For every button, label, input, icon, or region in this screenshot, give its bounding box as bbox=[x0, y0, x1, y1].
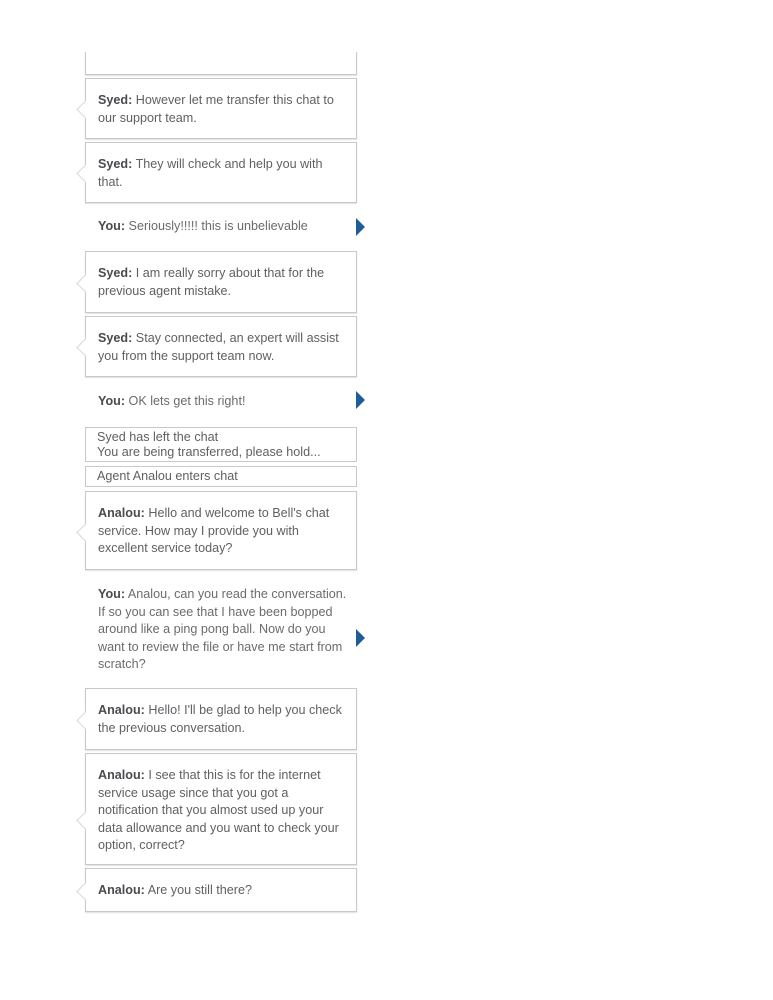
message-text: I see that this is for the internet service usage since that you got a notification that you almost used up your data allowance and you want to check your option, correct? bbox=[98, 768, 339, 852]
agent-message bbox=[85, 753, 357, 865]
bubble-pointer bbox=[76, 164, 94, 182]
speaker-name: Syed: bbox=[98, 331, 133, 345]
speaker-name: Syed: bbox=[98, 157, 133, 171]
speaker-name: Syed: bbox=[98, 93, 133, 107]
agent-message bbox=[85, 78, 357, 139]
system-notice bbox=[85, 427, 357, 462]
bubble-pointer bbox=[76, 338, 94, 356]
user-message bbox=[98, 393, 348, 411]
user-message-arrow-icon bbox=[356, 218, 365, 236]
speaker-name: Syed: bbox=[98, 266, 133, 280]
speaker-name: You: bbox=[98, 587, 126, 601]
user-message-arrow-icon bbox=[356, 629, 365, 647]
message-text: However let me transfer this chat to our support team. bbox=[98, 93, 334, 125]
message-text: OK lets get this right! bbox=[128, 394, 246, 408]
speaker-name: Analou: bbox=[98, 883, 145, 897]
agent-message bbox=[85, 142, 357, 203]
message-text: They will check and help you with that. bbox=[98, 157, 323, 189]
speaker-name: Analou: bbox=[98, 703, 145, 717]
previous-message-fragment bbox=[85, 52, 357, 75]
user-message bbox=[98, 586, 348, 674]
system-notice bbox=[85, 466, 357, 487]
system-notice-line: Agent Analou enters chat bbox=[97, 469, 238, 483]
message-text: Hello and welcome to Bell's chat service. How may I provide you with excellent service today? bbox=[98, 506, 330, 555]
message-text: Seriously!!!!! this is unbelievable bbox=[128, 219, 308, 233]
speaker-name: Analou: bbox=[98, 506, 145, 520]
bubble-pointer bbox=[76, 274, 94, 292]
message-text: Are you still there? bbox=[147, 883, 252, 897]
message-text: Analou, can you read the conversation. If so you can see that I have been bopped around like a ping pong ball. Now do you want to review the file or have me start from scratch? bbox=[98, 587, 347, 671]
agent-message bbox=[85, 688, 357, 750]
speaker-name: You: bbox=[98, 219, 126, 233]
bubble-pointer bbox=[76, 811, 94, 829]
bubble-pointer bbox=[76, 100, 94, 118]
agent-message bbox=[85, 316, 357, 377]
message-text: Stay connected, an expert will assist you from the support team now. bbox=[98, 331, 339, 363]
agent-message bbox=[85, 491, 357, 570]
agent-message bbox=[85, 868, 357, 912]
system-notice-line: You are being transferred, please hold... bbox=[97, 445, 321, 459]
message-text: Hello! I'll be glad to help you check the previous conversation. bbox=[98, 703, 342, 735]
user-message bbox=[98, 218, 348, 236]
speaker-name: You: bbox=[98, 394, 126, 408]
system-notice-line: Syed has left the chat bbox=[97, 430, 219, 444]
speaker-name: Analou: bbox=[98, 768, 145, 782]
bubble-pointer bbox=[76, 711, 94, 729]
message-text: I am really sorry about that for the previous agent mistake. bbox=[98, 266, 325, 298]
bubble-pointer bbox=[76, 882, 94, 900]
bubble-pointer bbox=[76, 523, 94, 541]
agent-message bbox=[85, 251, 357, 313]
user-message-arrow-icon bbox=[356, 391, 365, 409]
